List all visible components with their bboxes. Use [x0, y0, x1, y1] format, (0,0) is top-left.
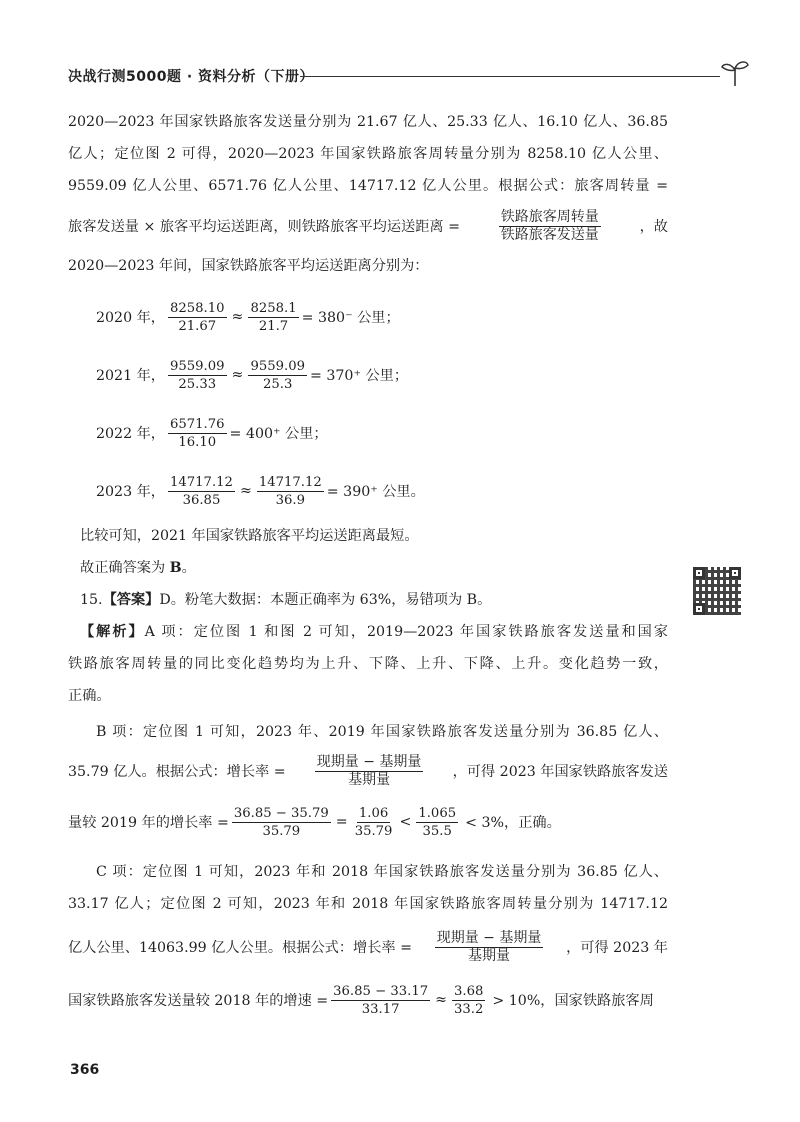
fraction-numerator: 3.68 [454, 983, 484, 999]
analysis-c-line4 [68, 974, 668, 1026]
analysis-a-line3: 正确。 [68, 688, 111, 704]
distance-formula-fraction [499, 209, 601, 244]
fraction-denominator: 16.10 [178, 434, 217, 450]
calc-result: = 380⁻ 公里； [301, 310, 400, 326]
book-title: 决战行测5000题 · 资料分析（下册） [68, 69, 315, 85]
fraction-denominator: 21.67 [178, 318, 217, 334]
fraction-denominator: 铁路旅客发送量 [500, 226, 599, 243]
analysis-b-line2 [68, 748, 668, 794]
approx-sign: ≈ [435, 992, 447, 1008]
conclusion: 比较可知，2021 年国家铁路旅客平均运送距离最短。 [80, 528, 419, 544]
fraction-numerator: 6571.76 [170, 416, 225, 432]
fraction-numerator: 1.065 [418, 805, 457, 821]
fraction-denominator: 35.5 [422, 823, 452, 839]
calc-row [68, 404, 668, 462]
fraction-numerator: 9559.09 [250, 358, 305, 374]
calc-fraction-approx [248, 300, 298, 335]
header-rule [300, 76, 720, 77]
fraction-denominator: 基期量 [348, 771, 391, 788]
fraction-denominator: 35.79 [262, 823, 301, 839]
calc-row [68, 346, 668, 404]
analysis-label: 【解析】 [80, 624, 145, 640]
para1-line4 [68, 202, 668, 250]
distance-calculations [68, 288, 668, 520]
fraction-denominator: 25.3 [263, 376, 293, 392]
c-line3-text: 亿人公里、14063.99 亿人公里。根据公式：增长率 = [68, 940, 412, 956]
calc-result: = 370⁺ 公里； [309, 368, 409, 384]
fraction-numerator: 36.85 − 33.17 [333, 983, 429, 999]
analysis-a-line2: 铁路旅客周转量的同比变化趋势均为上升、下降、上升、下降、上升。变化趋势一致， [68, 656, 668, 672]
sprout-icon [718, 56, 752, 90]
fraction-numerator: 14717.12 [258, 474, 322, 490]
page-content [68, 106, 668, 1026]
c-line3-tail: ，可得 2023 年 [566, 940, 668, 956]
b-fraction-2 [353, 805, 395, 840]
fraction-denominator: 33.17 [361, 1001, 400, 1017]
para1-line4-tail: ，故 [639, 219, 668, 235]
qr-corner [693, 567, 705, 579]
analysis-a-text: A 项：定位图 1 和图 2 可知，2019—2023 年国家铁路旅客发送量和国家 [144, 624, 668, 640]
para1-line3: 9559.09 亿人公里、6571.76 亿人公里、14717.12 亿人公里。根据公式：旅客周转量 = [68, 178, 668, 194]
analysis-c-line2: 33.17 亿人；定位图 2 可知，2023 年和 2018 年国家铁路旅客周转量分别为 14717.12 [68, 896, 668, 912]
analysis-c-line1: C 项：定位图 1 可知，2023 年和 2018 年国家铁路旅客发送量分别为 36.85 亿人、 [96, 864, 668, 880]
c-fraction-1 [331, 983, 430, 1018]
calc-year: 2022 年， [96, 426, 165, 442]
fraction-numerator: 现期量 − 基期量 [316, 753, 422, 770]
qr-corner [729, 567, 741, 579]
analysis-b-line1: B 项：定位图 1 可知，2023 年、2019 年国家铁路旅客发送量分别为 36.85 亿人、 [96, 724, 668, 740]
b-line3-tail: < 3%，正确。 [465, 815, 561, 831]
answer-line-end: 。 [181, 560, 196, 576]
q15-answer-text: D。粉笔大数据：本题正确率为 63%，易错项为 B。 [159, 592, 492, 608]
fraction-denominator: 36.85 [182, 492, 221, 508]
growth-rate-formula [315, 754, 424, 789]
b-fraction-1 [232, 805, 331, 840]
approx-sign: ≈ [231, 309, 244, 325]
answer-line [68, 552, 668, 584]
equals-sign: = [335, 814, 348, 830]
para1-line2: 亿人；定位图 2 可得，2020—2023 年国家铁路旅客周转量分别为 8258.10 亿人公里、 [68, 146, 668, 162]
para1-line5: 2020—2023 年间，国家铁路旅客平均运送距离分别为： [68, 258, 429, 274]
less-than-sign: < [399, 814, 412, 830]
fraction-numerator: 1.06 [358, 805, 389, 821]
fraction-numerator: 8258.1 [250, 300, 297, 316]
page-number: 366 [70, 1062, 100, 1078]
calc-fraction-approx [257, 474, 324, 509]
calc-fraction [168, 300, 227, 335]
fraction-numerator: 8258.10 [170, 300, 225, 316]
c-line4-text: 国家铁路旅客发送量较 2018 年的增速 = [68, 993, 329, 1009]
c-line4-tail: > 10%，国家铁路旅客周 [492, 993, 654, 1009]
fraction-numerator: 现期量 − 基期量 [436, 929, 542, 946]
qr-code-icon[interactable] [693, 567, 741, 615]
calc-row [68, 288, 668, 346]
c-fraction-2 [452, 983, 485, 1018]
calc-result: = 400⁺ 公里； [229, 426, 328, 442]
qr-corner [693, 603, 705, 615]
answer-letter: B [169, 560, 182, 576]
calc-result: = 390⁺ 公里。 [326, 484, 425, 500]
fraction-denominator: 基期量 [468, 947, 511, 964]
calc-year: 2020 年， [96, 310, 165, 326]
fraction-numerator: 36.85 − 35.79 [233, 805, 329, 821]
b-line2-tail: ，可得 2023 年国家铁路旅客发送 [452, 764, 668, 780]
fraction-denominator: 36.9 [275, 492, 305, 508]
running-header [68, 60, 758, 90]
b-line3-text: 量较 2019 年的增长率 = [68, 815, 229, 831]
approx-sign: ≈ [239, 483, 252, 499]
analysis-b-line3 [68, 794, 668, 850]
q15-answer-line [68, 584, 668, 616]
calc-year: 2023 年， [96, 484, 165, 500]
b-fraction-3 [416, 805, 458, 840]
fraction-numerator: 9559.09 [170, 358, 225, 374]
calc-row [68, 462, 668, 520]
fraction-denominator: 21.7 [258, 318, 289, 334]
fraction-denominator: 25.33 [178, 376, 217, 392]
para1-line1: 2020—2023 年国家铁路旅客发送量分别为 21.67 亿人、25.33 亿人、16.10 亿人、36.85 [68, 114, 668, 130]
calc-fraction-approx [248, 358, 307, 393]
calc-fraction [168, 474, 235, 509]
analysis-a-line1 [68, 616, 668, 648]
fraction-denominator: 35.79 [354, 823, 393, 839]
para1-line4-text: 旅客发送量 × 旅客平均运送距离，则铁路旅客平均运送距离 = [68, 219, 460, 235]
q15-number: 15. [80, 592, 103, 608]
fraction-numerator: 铁路旅客周转量 [500, 208, 599, 225]
approx-sign: ≈ [231, 367, 244, 383]
calc-fraction [168, 358, 227, 393]
answer-line-text: 故正确答案为 [80, 560, 170, 576]
fraction-denominator: 33.2 [454, 1001, 484, 1017]
q15-answer-label: 【答案】 [102, 592, 160, 608]
calc-year: 2021 年， [96, 368, 165, 384]
fraction-numerator: 14717.12 [170, 474, 233, 490]
growth-rate-formula [435, 930, 544, 965]
analysis-c-line3 [68, 920, 668, 974]
calc-fraction [168, 416, 227, 451]
b-line2-text: 35.79 亿人。根据公式：增长率 = [68, 764, 286, 780]
